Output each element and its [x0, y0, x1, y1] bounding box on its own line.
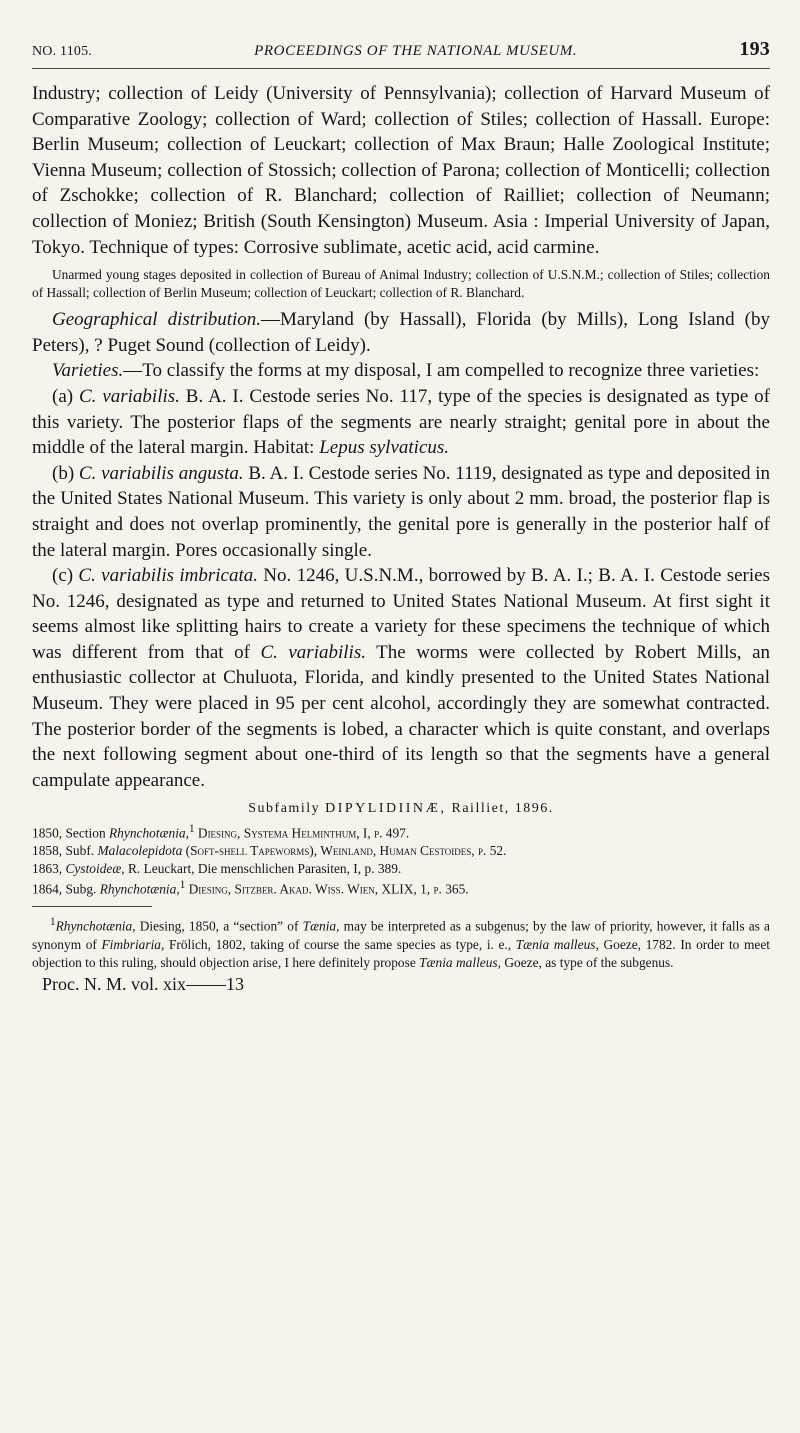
varieties-label: Varieties.: [52, 360, 124, 382]
paragraph-variety-a: [32, 384, 770, 461]
variety-a-mark: (a): [52, 385, 74, 407]
synonym-date: 1858, Subf.: [32, 843, 98, 859]
footnote-mark: 1: [50, 916, 56, 929]
paragraph-collections: Industry; collection of Leidy (University of Pennsylvania); collection of Harvard Museum of Comparative Zoology; collection of Ward; collection of Stiles; collection of Hassall. Europe: Berlin Museum; collection of Leuckart; collection of Max Braun; Halle Zoological Institute; Vienna Museum; collection of Stossich; collection of Parona; collection of Monticelli; collection of Zschokke; collection of R. Blanchard; collection of Railliet; collection of Neumann; collection of Moniez; British (South Kensington) Museum. Asia : Imperial University of Japan, Tokyo. Technique of types: Corrosive sublimate, acetic acid, acid carmine.: [32, 83, 770, 258]
subfamily-label: Subfamily: [248, 801, 321, 817]
footnote-taxon: Fimbriaria,: [101, 936, 165, 952]
paragraph-geographical-distribution: [32, 307, 770, 358]
synonym-taxon: Rhynchotænia,: [99, 881, 180, 897]
geo-text: —Maryland (by Hassall), Florida (by Mills), Long Island (by Peters), ? Puget Sound (collection of Leidy).: [32, 309, 770, 356]
variety-b-name: C. variabilis angusta.: [78, 462, 244, 484]
page: [32, 38, 770, 995]
variety-a-text: B. A. I. Cestode series No. 117, type of the species is designated as type of this variety. The posterior flaps of the segments are nearly straight; genital pore in about the middle of the lateral margin. Habitat:: [32, 385, 771, 459]
paragraph-variety-c: [32, 563, 770, 793]
journal-title: PROCEEDINGS OF THE NATIONAL MUSEUM.: [254, 43, 578, 59]
synonym-citation: R. Leuckart, Die menschlichen Parasiten, I, p. 389.: [124, 860, 402, 876]
variety-c-mark: (c): [52, 565, 74, 587]
footnote-text: Goeze, as type of the subgenus.: [500, 954, 674, 970]
geo-label: Geographical distribution.: [52, 309, 262, 331]
footnote-taxon: Tænia malleus,: [419, 954, 501, 970]
footnote-taxon: Tænia,: [302, 918, 340, 934]
issue-number: NO. 1105.: [32, 44, 93, 59]
synonym-entry: [32, 821, 770, 842]
synonym-taxon: Rhynchotænia,: [109, 825, 189, 841]
running-header: [32, 38, 770, 60]
footnote-taxon: Rhynchotænia,: [55, 918, 136, 934]
variety-c-name: C. variabilis imbricata.: [78, 565, 258, 587]
synonym-taxon: Cystoideæ,: [65, 860, 125, 876]
footnote-text: Goeze, 1782. In order to meet objection to this ruling, should objection arise, I here definitely propose: [32, 936, 770, 970]
variety-b-mark: (b): [52, 462, 75, 484]
signature-dash: [186, 985, 226, 986]
footnote-rule: [32, 906, 152, 907]
subfamily-author: Railliet, 1896.: [451, 801, 554, 817]
paragraph-variety-b: [32, 461, 770, 563]
subfamily-name: DIPYLIDIINÆ,: [325, 801, 447, 817]
paragraph-unarmed-stages: Unarmed young stages deposited in collection of Bureau of Animal Industry; collection of U.S.N.M.; collection of Stiles; collection of Hassall; collection of Berlin Museum; collection of Leuckart; collection of R. Blanchard.: [32, 267, 770, 300]
signature-volume: Proc. N. M. vol. xix: [42, 973, 186, 994]
footnote-taxon: Tænia malleus,: [515, 936, 599, 952]
page-number: 193: [739, 38, 770, 60]
synonym-entry: [32, 877, 770, 898]
synonym-entry: [32, 860, 770, 878]
footnote-ref: 1: [179, 879, 186, 892]
synonym-date: 1864, Subg.: [32, 881, 100, 897]
variety-c-text-1: No. 1246, U.S.N.M., borrowed by B. A. I.; B. A. I. Cestode series No. 1246, designated as type and returned to United States National Museum. At first sight it seems almost like splitting hairs to create a variety for these specimens the technique of which was different from that of: [32, 565, 770, 663]
footnote: [32, 913, 770, 971]
subfamily-heading: [32, 801, 770, 817]
footnote-text: Frölich, 1802, taking of course the same species as type, i. e.,: [164, 936, 516, 952]
synonym-entry: [32, 842, 770, 860]
variety-c-ref: C. variabilis.: [260, 641, 366, 663]
synonym-citation: (Soft-shell Tapeworms), Weinland, Human Cestoides, p. 52.: [182, 843, 507, 859]
synonym-date: 1863,: [32, 860, 66, 876]
header-rule: [32, 68, 770, 69]
synonymy-list: [32, 821, 770, 898]
synonym-taxon: Malacolepidota: [97, 843, 183, 859]
footnote-ref: 1: [188, 823, 195, 836]
signature-line: [32, 974, 770, 995]
variety-c-text-2: The worms were collected by Robert Mills, an enthusiastic collector at Chuluota, Florida, and kindly presented to the United States National Museum. They were placed in 95 per cent alcohol, accordingly they are somewhat contracted. The posterior border of the segments is lobed, a character which is quite constant, and overlaps the next following segment about one-third of its length so that the segments have a general campulate appearance.: [32, 641, 770, 791]
variety-a-name: C. variabilis.: [79, 385, 180, 407]
footnote-text: Diesing, 1850, a “section” of: [135, 918, 303, 934]
signature-number: 13: [226, 973, 244, 994]
synonym-date: 1850, Section: [32, 825, 109, 841]
synonym-citation: Diesing, Systema Helminthum, I, p. 497.: [194, 825, 410, 841]
variety-a-habitat: Lepus sylvaticus.: [319, 437, 450, 459]
footnote-text: may be interpreted as a subgenus; by the law of priority, however, it falls as a synonym of: [32, 918, 770, 952]
synonym-citation: Diesing, Sitzber. Akad. Wiss. Wien, XLIX, 1, p. 365.: [185, 881, 469, 897]
paragraph-varieties: [32, 358, 770, 384]
variety-b-text: B. A. I. Cestode series No. 1119, designated as type and deposited in the United States National Museum. This variety is only about 2 mm. broad, the posterior flap is straight and does not overlap prominently, the genital pore is generally in the posterior half of the lateral margin. Pores occasionally single.: [32, 462, 771, 561]
varieties-text: —To classify the forms at my disposal, I am compelled to recognize three varieties:: [123, 360, 760, 382]
